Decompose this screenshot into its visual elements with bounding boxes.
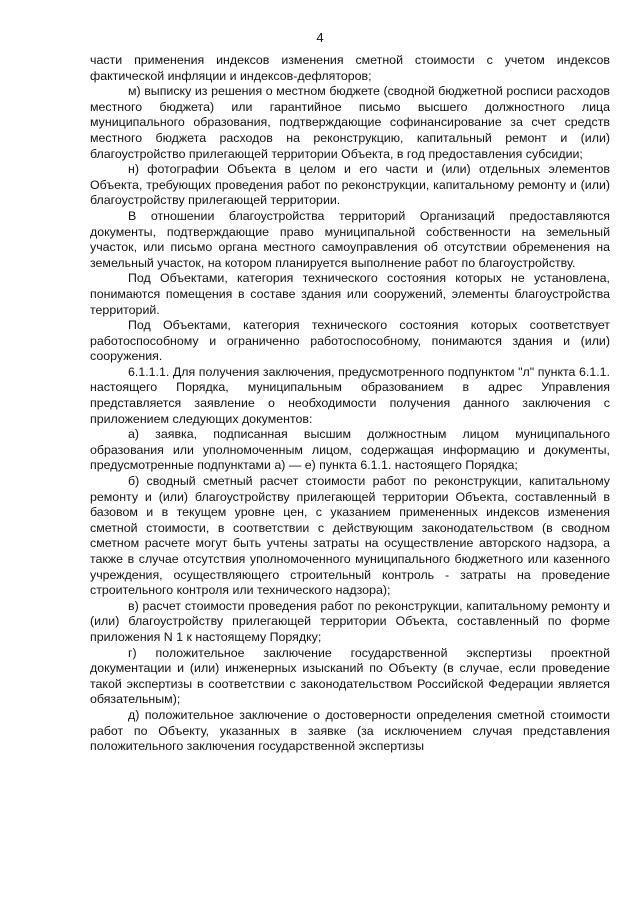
- paragraph-item-d: д) положительное заключение о достоверности определения сметной стоимости работ по Объекту, указанных в заявке (за исключением случая представления положительного заключения государственной экспертизы: [90, 707, 610, 754]
- page-number: 4: [316, 30, 324, 45]
- paragraph-continuation: части применения индексов изменения сметной стоимости с учетом индексов фактической инфляции и индексов-дефляторов;: [90, 53, 610, 83]
- paragraph-item-n: н) фотографии Объекта в целом и его части и (или) отдельных элементов Объекта, требующих проведения работ по реконструкции, капитальному ремонту и (или) благоустройству прилегающей территории.: [90, 162, 610, 208]
- paragraph-item-g: г) положительное заключение государственной экспертизы проектной документации и (или) инженерных изысканий по Объекту (в случае, если проведение такой экспертизы в соответствии с законодательством Российской Федерации является обязательным);: [90, 645, 610, 707]
- paragraph-organizations: В отношении благоустройства территорий Организаций предоставляются документы, подтверждающие право муниципальной собственности на земельный участок, или письмо органа местного самоуправления об отсутствии обременения на земельный участок, на котором планируется выполнение работ по благоустройству.: [90, 208, 610, 270]
- document-body: [90, 53, 610, 755]
- paragraph-6-1-1-1: 6.1.1.1. Для получения заключения, предусмотренного подпунктом "л" пункта 6.1.1. настоящего Порядка, муниципальным образованием в адрес Управления представляется заявление о необходимости получения данного заключения с приложением следующих документов:: [90, 364, 610, 426]
- paragraph-objects-unset-category: Под Объектами, категория технического состояния которых не установлена, понимаются помещения в составе здания или сооружений, элементы благоустройства территорий.: [90, 271, 610, 317]
- paragraph-item-b: б) сводный сметный расчет стоимости работ по реконструкции, капитальному ремонту и (или) благоустройству прилегающей территории Объекта, составленный в базовом и в текущем уровне цен, с указанием примененных индексов изменения сметной стоимости, в соответствии с действующим законодательством (в сводном сметном расчете могут быть учтены затраты на осуществление авторского надзора, а также в случае отсутствия уполномоченного муниципального бюджетного или казенного учреждения, осуществляющего строительный контроль - затраты на проведение строительного контроля или технического надзора);: [90, 474, 610, 598]
- paragraph-objects-working-category: Под Объектами, категория технического состояния которых соответствует работоспособному и ограниченно работоспособному, понимаются здания и (или) сооружения.: [90, 318, 610, 364]
- paragraph-item-v: в) расчет стоимости проведения работ по реконструкции, капитальному ремонту и (или) благоустройству прилегающей территории Объекта, составленный по форме приложения N 1 к настоящему Порядку;: [90, 598, 610, 644]
- paragraph-item-m: м) выписку из решения о местном бюджете (сводной бюджетной росписи расходов местного бюджета) или гарантийное письмо высшего должностного лица муниципального образования, подтверждающие софинансирование за счет средств местного бюджета расходов на реконструкцию, капитальный ремонт и (или) благоустройство прилегающей территории Объекта, в год предоставления субсидии;: [90, 84, 610, 161]
- paragraph-item-a: а) заявка, подписанная высшим должностным лицом муниципального образования или уполномоченным лицом, содержащая информацию и документы, предусмотренные подпунктами а) — е) пункта 6.1.1. настоящего Порядка;: [90, 427, 610, 473]
